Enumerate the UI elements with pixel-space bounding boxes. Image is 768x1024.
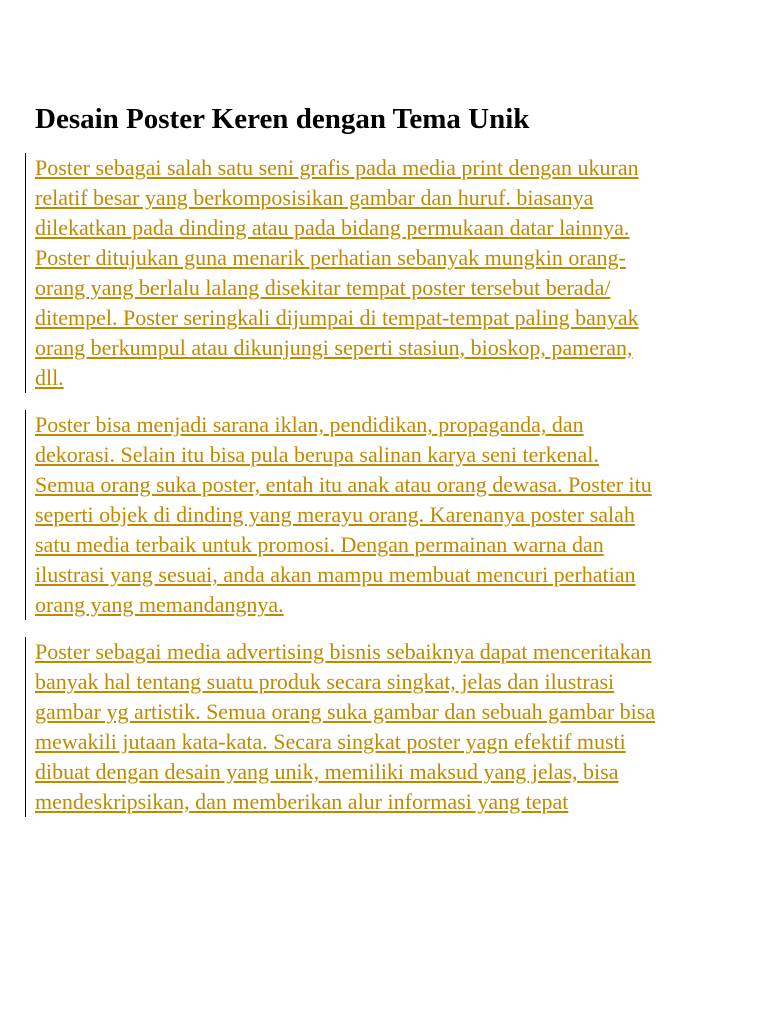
page-title: Desain Poster Keren dengan Tema Unik (35, 103, 530, 135)
text-line: Poster ditujukan guna menarik perhatian sebanyak mungkin orang- (35, 245, 626, 270)
text-line: dilekatkan pada dinding atau pada bidang permukaan datar lainnya. (35, 215, 630, 240)
paragraph-block-3 (25, 637, 753, 817)
text-line: Poster sebagai media advertising bisnis sebaiknya dapat menceritakan (35, 639, 652, 664)
text-line: dekorasi. Selain itu bisa pula berupa salinan karya seni terkenal. (35, 442, 599, 467)
text-line: seperti objek di dinding yang merayu orang. Karenanya poster salah (35, 502, 635, 527)
text-line: orang yang berlalu lalang disekitar tempat poster tersebut berada/ (35, 275, 611, 300)
paragraph-link-2[interactable] (35, 410, 753, 620)
text-line: mewakili jutaan kata-kata. Secara singkat poster yagn efektif musti (35, 729, 626, 754)
text-line: satu media terbaik untuk promosi. Dengan permainan warna dan (35, 532, 604, 557)
text-line: dibuat dengan desain yang unik, memiliki maksud yang jelas, bisa (35, 759, 619, 784)
text-line: orang berkumpul atau dikunjungi seperti stasiun, bioskop, pameran, (35, 335, 633, 360)
text-line: banyak hal tentang suatu produk secara singkat, jelas dan ilustrasi (35, 669, 615, 694)
text-line: ilustrasi yang sesuai, anda akan mampu membuat mencuri perhatian (35, 562, 636, 587)
text-line: Poster bisa menjadi sarana iklan, pendidikan, propaganda, dan (35, 412, 584, 437)
text-line: gambar yg artistik. Semua orang suka gambar dan sebuah gambar bisa (35, 699, 656, 724)
text-line: ditempel. Poster seringkali dijumpai di tempat-tempat paling banyak (35, 305, 639, 330)
text-line: Poster sebagai salah satu seni grafis pada media print dengan ukuran (35, 155, 639, 180)
paragraph-link-1[interactable] (35, 153, 753, 393)
text-line: dll. (35, 365, 64, 390)
text-line: relatif besar yang berkomposisikan gambar dan huruf. biasanya (35, 185, 594, 210)
text-line: mendeskripsikan, dan memberikan alur informasi yang tepat (35, 789, 569, 814)
text-line: Semua orang suka poster, entah itu anak atau orang dewasa. Poster itu (35, 472, 652, 497)
paragraph-block-2 (25, 410, 753, 620)
text-line: orang yang memandangnya. (35, 592, 284, 617)
paragraph-link-3[interactable] (35, 637, 753, 817)
paragraph-block-1 (25, 153, 753, 393)
